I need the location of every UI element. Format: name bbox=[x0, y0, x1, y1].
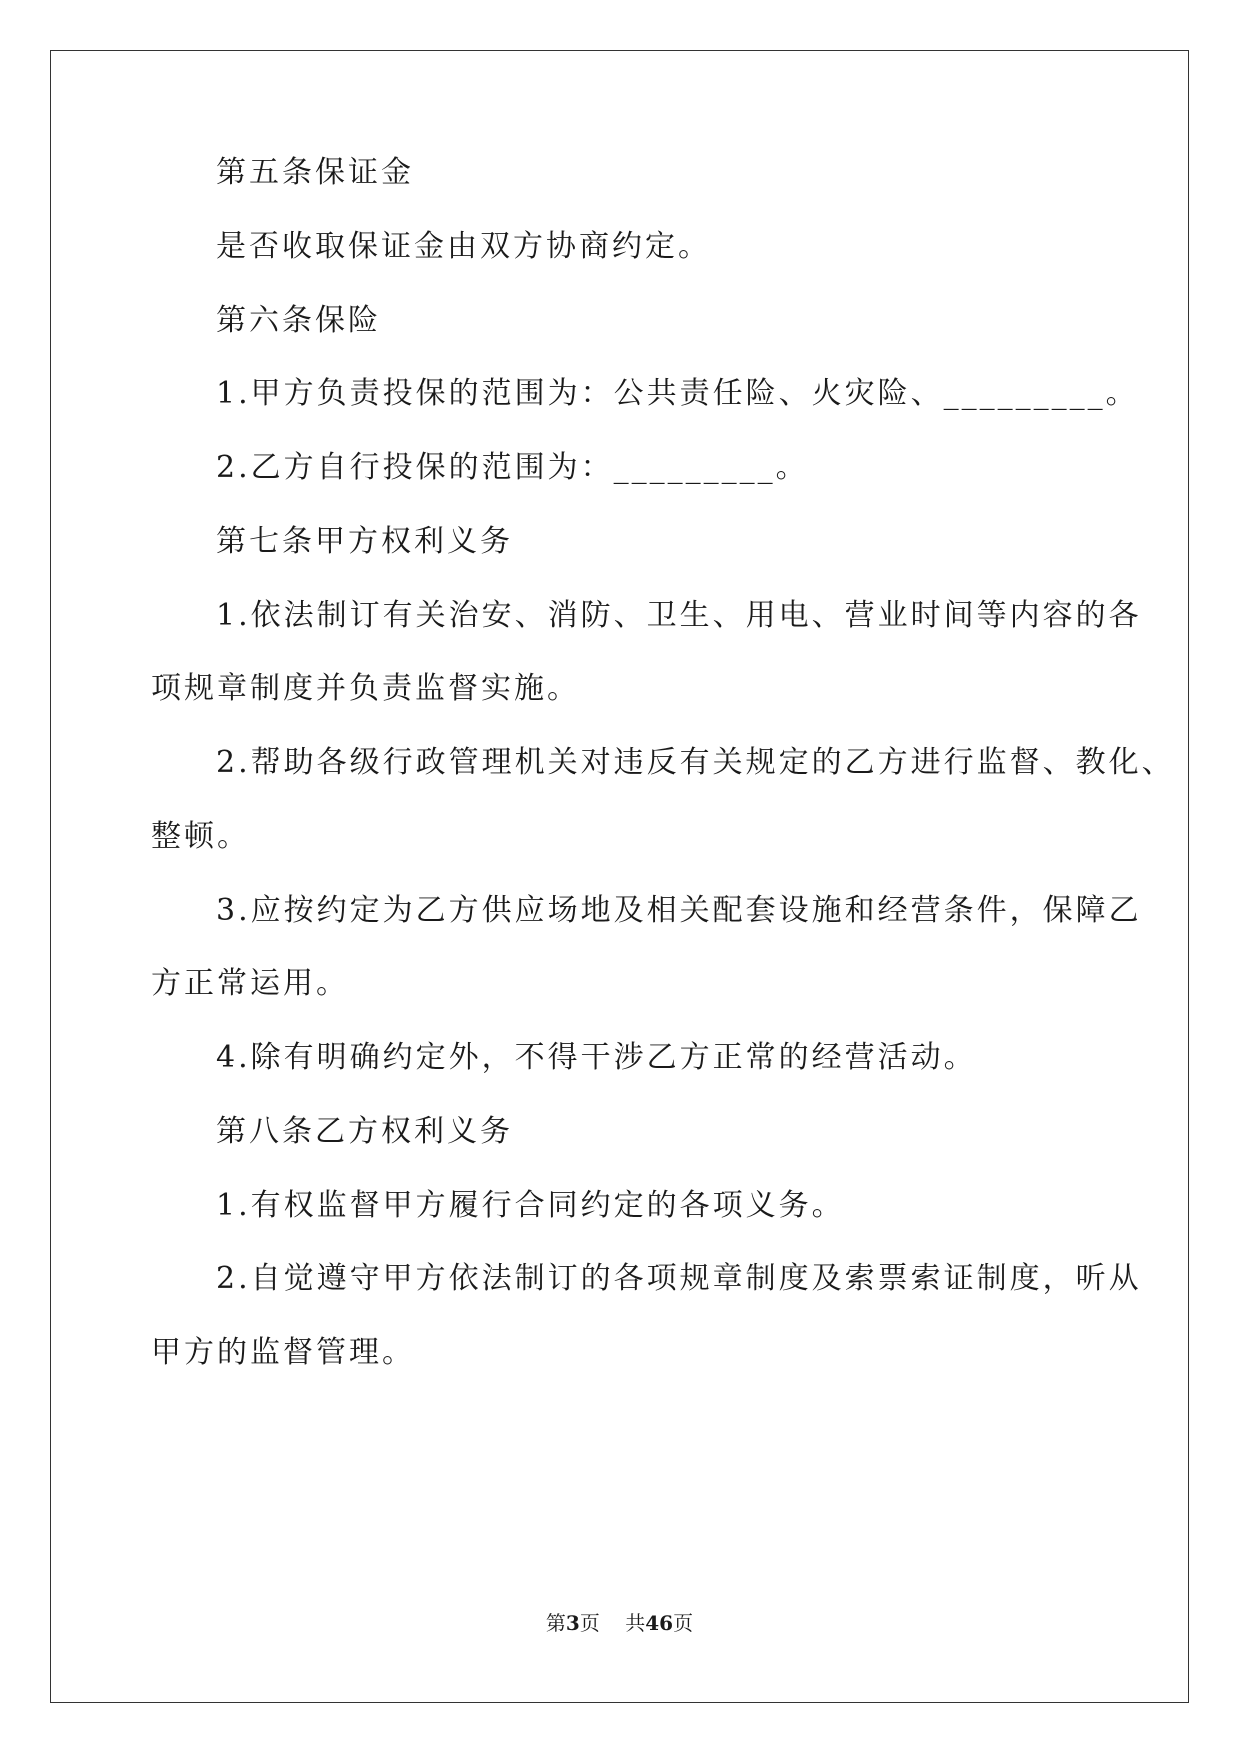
article-5-heading: 第五条保证金 bbox=[216, 155, 414, 190]
footer-page-suffix: 页 bbox=[579, 1611, 600, 1635]
paragraph-continuation: 项规章制度并负责监督实施。 bbox=[151, 671, 580, 706]
paragraph-continuation: 方正常运用。 bbox=[151, 966, 349, 1001]
paragraph-continuation: 整顿。 bbox=[151, 819, 250, 854]
article-8-heading: 第八条乙方权利义务 bbox=[216, 1114, 513, 1149]
paragraph-continuation: 甲方的监督管理。 bbox=[151, 1335, 415, 1370]
footer-prefix: 第 bbox=[545, 1611, 566, 1635]
footer-total-prefix: 共 bbox=[625, 1611, 646, 1635]
total-pages-number: 46 bbox=[645, 1611, 674, 1635]
footer-total-suffix: 页 bbox=[673, 1611, 694, 1635]
paragraph: 1.甲方负责投保的范围为：公共责任险、火灾险、_________。 bbox=[216, 376, 1139, 411]
paragraph: 4.除有明确约定外，不得干涉乙方正常的经营活动。 bbox=[216, 1040, 977, 1075]
paragraph: 2.帮助各级行政管理机关对违反有关规定的乙方进行监督、教化、 bbox=[216, 745, 1175, 780]
paragraph: 3.应按约定为乙方供应场地及相关配套设施和经营条件，保障乙 bbox=[216, 893, 1142, 928]
article-7-heading: 第七条甲方权利义务 bbox=[216, 524, 513, 559]
paragraph: 1.依法制订有关治安、消防、卫生、用电、营业时间等内容的各 bbox=[216, 598, 1142, 633]
paragraph: 是否收取保证金由双方协商约定。 bbox=[216, 229, 711, 264]
paragraph: 1.有权监督甲方履行合同约定的各项义务。 bbox=[216, 1188, 845, 1223]
page-footer bbox=[51, 1607, 1188, 1636]
article-6-heading: 第六条保险 bbox=[216, 303, 381, 338]
page-frame bbox=[50, 50, 1189, 1703]
paragraph: 2.自觉遵守甲方依法制订的各项规章制度及索票索证制度，听从 bbox=[216, 1261, 1142, 1296]
current-page-number: 3 bbox=[565, 1611, 580, 1635]
paragraph: 2.乙方自行投保的范围为：_________。 bbox=[216, 450, 809, 485]
